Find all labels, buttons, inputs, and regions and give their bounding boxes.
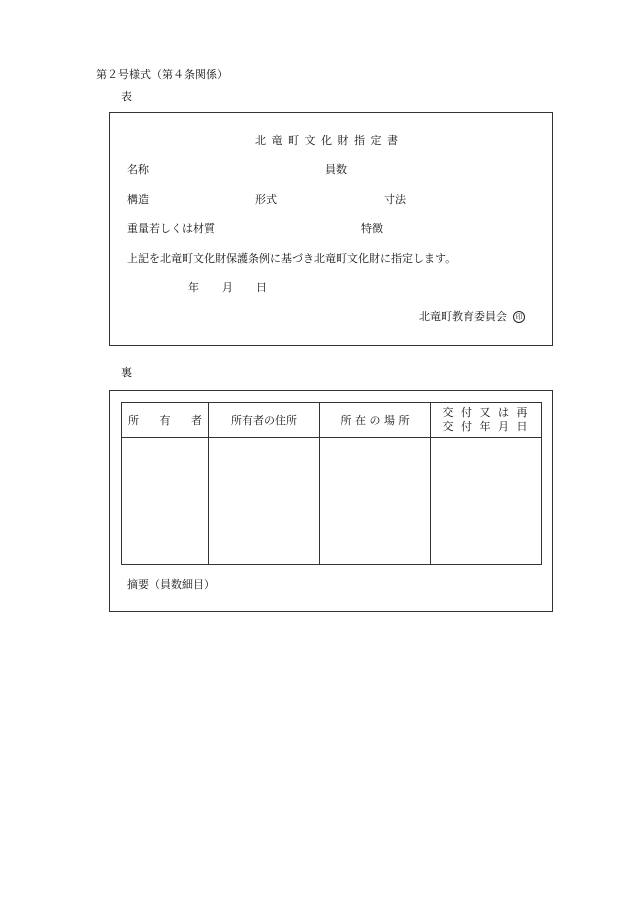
header-owner [122, 403, 209, 438]
date-month-label: 月 [222, 281, 233, 294]
transfer-record-table [121, 402, 542, 565]
date-day-label: 日 [256, 281, 267, 294]
field-features-label: 特徴 [361, 222, 383, 235]
header-location: 所 在 の 場 所 [320, 403, 431, 438]
owner-cell [122, 438, 209, 565]
header-owner-char-2: 有 [159, 414, 171, 427]
summary-label: 摘要（員数細目） [127, 578, 215, 591]
header-owner-char-3: 者 [191, 414, 202, 427]
front-side-label: 表 [121, 90, 132, 103]
owner-address-cell [209, 438, 320, 565]
seal-mark: 印 [513, 311, 525, 323]
field-dimensions-label: 寸法 [384, 193, 406, 206]
issuer-name: 北竜町教育委員会 [419, 310, 507, 323]
date-year-label: 年 [188, 281, 199, 294]
form-number: 第２号様式（第４条関係） [96, 68, 228, 81]
header-issue-date [431, 403, 542, 438]
issuer-line [419, 310, 525, 323]
certificate-title: 北 竜 町 文 化 財 指 定 書 [255, 134, 399, 147]
header-issue-line-1: 交 付 又 は 再 [442, 406, 530, 419]
field-weight-material-label: 重量若しくは材質 [127, 222, 215, 235]
back-side-label: 裏 [121, 366, 132, 379]
location-cell [320, 438, 431, 565]
designation-statement: 上記を北竜町文化財保護条例に基づき北竜町文化財に指定します。 [127, 252, 457, 265]
field-count-label: 員数 [325, 163, 347, 176]
field-form-label: 形式 [255, 193, 277, 206]
header-owner-char-1: 所 [128, 414, 139, 427]
table-header-row [122, 403, 542, 438]
field-name-label: 名称 [127, 163, 149, 176]
issue-date-cell [431, 438, 542, 565]
header-issue-line-2: 交 付 年 月 日 [442, 420, 530, 433]
header-owner-address: 所有者の住所 [209, 403, 320, 438]
table-row [122, 438, 542, 565]
field-structure-label: 構造 [127, 193, 149, 206]
